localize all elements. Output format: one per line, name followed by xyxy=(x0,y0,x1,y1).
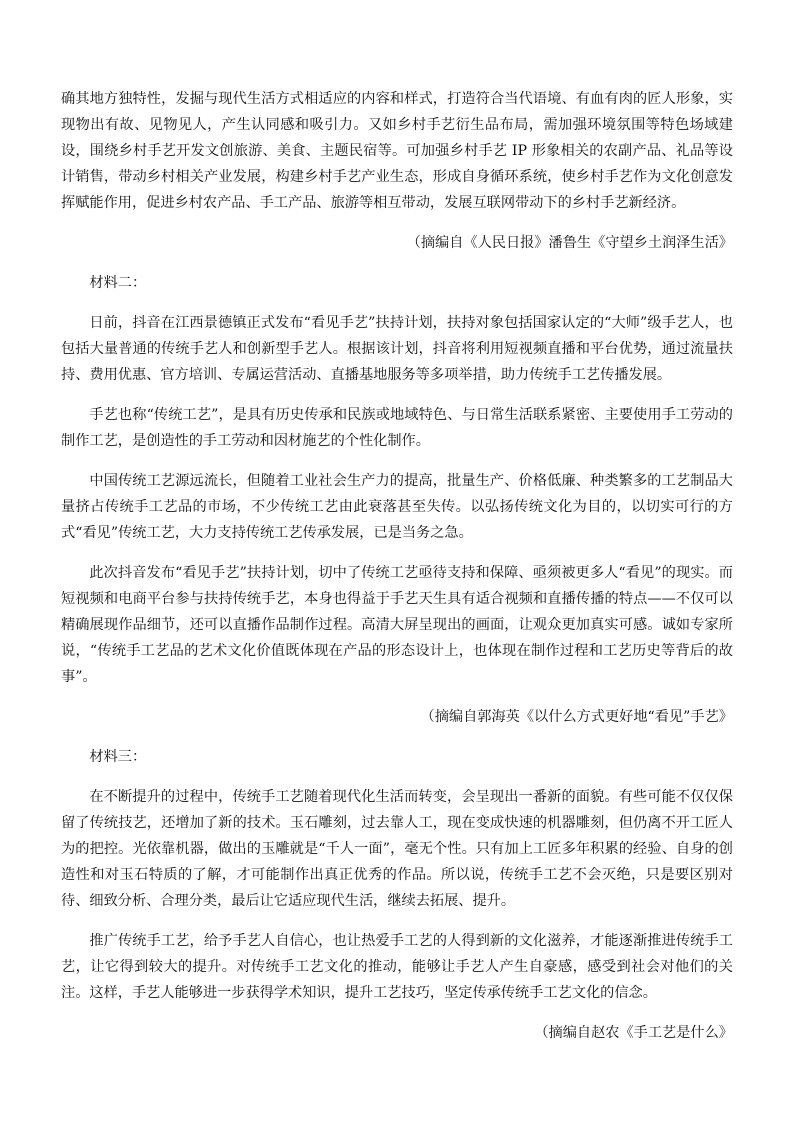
article-body xyxy=(61,86,733,1046)
source-citation-1: （摘编自《人民日报》潘鲁生《守望乡土润泽生活》 xyxy=(406,235,733,251)
source-citation-2: （摘编自郭海英《以什么方式更好地“看见”手艺》 xyxy=(420,709,733,725)
paragraph: 手艺也称“传统工艺”，是具有历史传承和民族或地域特色、与日常生活联系紧密、主要使用手工劳动的制作工艺，是创造性的手工劳动和因材施艺的个性化制作。 xyxy=(61,407,733,449)
section-heading-material-3: 材料三： xyxy=(89,749,147,765)
paragraph: 在不断提升的过程中，传统手工艺随着现代化生活而转变，会呈现出一番新的面貌。有些可能不仅仅保留了传统技艺，还增加了新的技术。玉石雕刻，过去靠人工，现在变成快速的机器雕刻，但仍离不开工匠人为的把控。光依靠机器，做出的玉雕就是“千人一面”，毫无个性。只有加上工匠多年积累的经验、自身的创造性和对玉石特质的了解，才可能制作出真正优秀的作品。所以说，传统手工艺不会灭绝，只是要区别对待、细致分析、合理分类，最后让它适应现代生活，继续去拓展、提升。 xyxy=(61,789,733,909)
paragraph: 推广传统手工艺，给予手艺人自信心，也让热爱手工艺的人得到新的文化滋养，才能逐渐推进传统手工艺，让它得到较大的提升。对传统手工艺文化的推动，能够让手艺人产生自豪感，感受到社会对他们的关注。这样，手艺人能够进一步获得学术知识，提升工艺技巧，坚定传承传统手工艺文化的信念。 xyxy=(61,933,733,1001)
paragraph: 日前，抖音在江西景德镇正式发布“看见手艺”扶持计划，扶持对象包括国家认定的“大师”级手艺人，也包括大量普通的传统手艺人和创新型手艺人。根据该计划，抖音将利用短视频直播和平台优势，通过流量扶持、费用优惠、官方培训、专属运营活动、直播基地服务等多项举措，助力传统手工艺传播发展。 xyxy=(61,315,733,383)
source-citation-3: （摘编自赵农《手工艺是什么》 xyxy=(534,1025,733,1041)
paragraph: 此次抖音发布“看见手艺”扶持计划，切中了传统工艺亟待支持和保障、亟须被更多人“看见”的现实。而短视频和电商平台参与扶持传统手艺，本身也得益于手艺天生具有适合视频和直播传播的特点——不仅可以精确展现作品细节，还可以直播作品制作过程。高清大屏呈现出的画面，让观众更加真实可感。诚如专家所说，“传统手工艺品的艺术文化价值既体现在产品的形态设计上，也体现在制作过程和工艺历史等背后的故事”。 xyxy=(61,565,733,685)
paragraph-continued: 确其地方独特性，发掘与现代生活方式相适应的内容和样式，打造符合当代语境、有血有肉的匠人形象，实现物出有故、见物见人，产生认同感和吸引力。又如乡村手艺衍生品布局，需加强环境氛围等特色场域建设，围绕乡村手艺开发文创旅游、美食、主题民宿等。可加强乡村手艺 IP 形象相关的农副产品、礼品等设计销售，带动乡村相关产业发展，构建乡村手艺产业生态，形成自身循环系统，使乡村手艺作为文化创意发挥赋能作用，促进乡村农产品、手工产品、旅游等相互带动，发展互联网带动下的乡村手艺新经济。 xyxy=(61,91,733,211)
paragraph: 中国传统工艺源远流长，但随着工业社会生产力的提高，批量生产、价格低廉、种类繁多的工艺制品大量挤占传统手工艺品的市场，不少传统工艺由此衰落甚至失传。以弘扬传统文化为目的，以切实可行的方式“看见”传统工艺，大力支持传统工艺传承发展，已是当务之急。 xyxy=(61,473,733,541)
section-heading-material-2: 材料二： xyxy=(89,275,147,291)
